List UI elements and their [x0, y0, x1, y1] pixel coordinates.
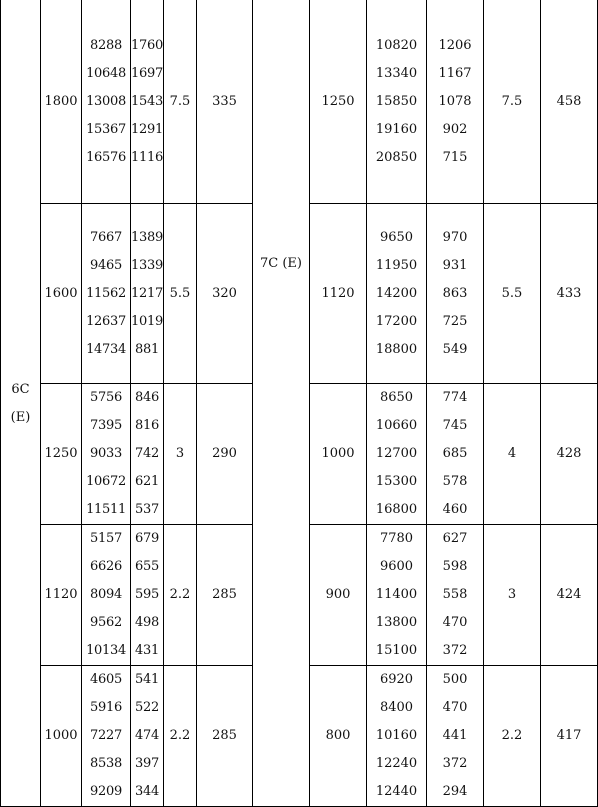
right-model-label: 7C (E): [260, 255, 302, 271]
flow-value: 15100: [375, 643, 418, 658]
head-value: 522: [135, 700, 159, 715]
head-value: 344: [135, 784, 159, 799]
flow-value: 12637: [86, 313, 126, 329]
head-value: 846: [135, 390, 159, 405]
right-power: 4: [507, 446, 517, 461]
grid-line: [130, 0, 131, 807]
head-value: 595: [135, 587, 159, 602]
left-speed: 1250: [44, 446, 78, 461]
grid-line: [40, 0, 41, 807]
left-power: 3: [175, 446, 185, 461]
right-flow-list: [367, 666, 426, 806]
right-weight: 458: [556, 94, 582, 109]
head-value: 549: [442, 341, 468, 357]
head-value: 774: [442, 390, 468, 405]
head-value: 1019: [131, 313, 163, 329]
flow-value: 8094: [90, 587, 122, 602]
head-value: 863: [442, 285, 468, 301]
grid-line: [309, 203, 598, 204]
left-power: 5.5: [169, 285, 191, 301]
head-value: 598: [442, 559, 468, 574]
flow-value: 14734: [86, 341, 126, 357]
flow-value: 9033: [90, 446, 122, 461]
flow-value: 10820: [375, 38, 418, 53]
left-flow-list: [82, 1, 130, 203]
right-head-list: [427, 1, 483, 203]
head-value: 558: [442, 587, 468, 602]
head-value: 441: [442, 728, 468, 743]
grid-line: [40, 203, 253, 204]
flow-value: 17200: [375, 313, 418, 329]
left-model-line-1: 6C: [11, 381, 30, 397]
head-value: 460: [442, 502, 468, 517]
flow-value: 15300: [375, 474, 418, 489]
grid-line: [81, 0, 82, 807]
head-value: 1206: [438, 38, 472, 53]
right-weight: 433: [556, 285, 582, 301]
left-power: 2.2: [169, 587, 191, 602]
head-value: 742: [135, 446, 159, 461]
flow-value: 9465: [90, 257, 122, 273]
head-value: 621: [135, 474, 159, 489]
flow-value: 9600: [379, 559, 414, 574]
left-model-line-2: (E): [10, 409, 31, 425]
left-weight: 285: [212, 728, 237, 743]
grid-line: [252, 0, 253, 807]
left-speed: 1800: [44, 94, 78, 109]
head-value: 397: [135, 756, 159, 771]
left-head-list: [131, 666, 163, 806]
left-speed: 1120: [44, 587, 78, 602]
right-head-list: [427, 525, 483, 665]
grid-line: [40, 524, 253, 525]
head-value: 474: [135, 728, 159, 743]
right-power: 5.5: [501, 285, 523, 301]
grid-line: [196, 0, 197, 807]
flow-value: 14200: [375, 285, 418, 301]
head-value: 715: [442, 150, 468, 165]
head-value: 294: [442, 784, 468, 799]
flow-value: 10672: [86, 474, 126, 489]
flow-value: 12700: [375, 446, 418, 461]
grid-line: [309, 0, 310, 807]
head-value: 816: [135, 418, 159, 433]
right-head-list: [427, 204, 483, 383]
right-weight: 428: [556, 446, 582, 461]
right-speed: 800: [325, 728, 351, 743]
grid-line: [309, 524, 598, 525]
right-flow-list: [367, 384, 426, 524]
head-value: 537: [135, 502, 159, 517]
right-flow-list: [367, 525, 426, 665]
left-weight: 285: [212, 587, 237, 602]
left-flow-list: [82, 666, 130, 806]
head-value: 1760: [131, 38, 163, 53]
head-value: 431: [135, 643, 159, 658]
flow-value: 11950: [375, 257, 418, 273]
left-speed: 1600: [44, 285, 78, 301]
right-flow-list: [367, 1, 426, 203]
head-value: 470: [442, 700, 468, 715]
head-value: 1217: [131, 285, 163, 301]
right-weight: 424: [556, 587, 582, 602]
flow-value: 15850: [375, 94, 418, 109]
left-head-list: [131, 204, 163, 383]
right-power: 2.2: [501, 728, 523, 743]
left-weight: 290: [212, 446, 237, 461]
flow-value: 20850: [375, 150, 418, 165]
flow-value: 12440: [375, 784, 418, 799]
head-value: 679: [135, 531, 159, 546]
head-value: 685: [442, 446, 468, 461]
head-value: 1291: [131, 122, 163, 137]
flow-value: 5916: [90, 700, 122, 715]
flow-value: 15367: [86, 122, 126, 137]
head-value: 1167: [438, 66, 472, 81]
flow-value: 11511: [86, 502, 126, 517]
flow-value: 7667: [90, 229, 122, 245]
flow-value: 7227: [90, 728, 122, 743]
flow-value: 8288: [90, 38, 122, 53]
head-value: 372: [442, 643, 468, 658]
flow-value: 10160: [375, 728, 418, 743]
flow-value: 13008: [86, 94, 126, 109]
right-head-list: [427, 666, 483, 806]
head-value: 1078: [438, 94, 472, 109]
grid-line: [483, 0, 484, 807]
flow-value: 19160: [375, 122, 418, 137]
left-weight: 335: [212, 94, 237, 109]
right-weight: 417: [556, 728, 582, 743]
flow-value: 8650: [379, 390, 414, 405]
flow-value: 11400: [375, 587, 418, 602]
head-value: 655: [135, 559, 159, 574]
right-power: 7.5: [501, 94, 523, 109]
flow-value: 7780: [379, 531, 414, 546]
grid-line: [163, 0, 164, 807]
grid-line: [540, 0, 541, 807]
right-speed: 1000: [321, 446, 355, 461]
grid-line: [426, 0, 427, 807]
head-value: 970: [442, 229, 468, 245]
head-value: 902: [442, 122, 468, 137]
grid-line: [309, 383, 598, 384]
flow-value: 6920: [379, 672, 414, 687]
right-head-list: [427, 384, 483, 524]
flow-value: 4605: [90, 672, 122, 687]
right-speed: 900: [325, 587, 351, 602]
left-head-list: [131, 1, 163, 203]
left-power: 7.5: [169, 94, 191, 109]
flow-value: 7395: [90, 418, 122, 433]
head-value: 1116: [131, 150, 163, 165]
left-model-label: [1, 1, 40, 806]
flow-value: 12240: [375, 756, 418, 771]
head-value: 470: [442, 615, 468, 630]
head-value: 1543: [131, 94, 163, 109]
flow-value: 8400: [379, 700, 414, 715]
head-value: 627: [442, 531, 468, 546]
flow-value: 10648: [86, 66, 126, 81]
left-flow-list: [82, 525, 130, 665]
right-flow-list: [367, 204, 426, 383]
grid-line: [309, 665, 598, 666]
head-value: 881: [135, 341, 159, 357]
head-value: 500: [442, 672, 468, 687]
flow-value: 10660: [375, 418, 418, 433]
left-head-list: [131, 384, 163, 524]
head-value: 578: [442, 474, 468, 489]
grid-line: [40, 383, 253, 384]
left-speed: 1000: [44, 728, 78, 743]
right-speed: 1120: [321, 285, 355, 301]
flow-value: 16576: [86, 150, 126, 165]
head-value: 1339: [131, 257, 163, 273]
flow-value: 16800: [375, 502, 418, 517]
head-value: 1389: [131, 229, 163, 245]
left-head-list: [131, 525, 163, 665]
left-weight: 320: [212, 285, 237, 301]
left-flow-list: [82, 204, 130, 383]
right-speed: 1250: [321, 94, 355, 109]
flow-value: 5157: [90, 531, 122, 546]
flow-value: 6626: [90, 559, 122, 574]
flow-value: 9209: [90, 784, 122, 799]
head-value: 1697: [131, 66, 163, 81]
flow-value: 11562: [86, 285, 126, 301]
head-value: 725: [442, 313, 468, 329]
grid-line: [40, 665, 253, 666]
flow-value: 8538: [90, 756, 122, 771]
left-power: 2.2: [169, 728, 191, 743]
flow-value: 13340: [375, 66, 418, 81]
flow-value: 9562: [90, 615, 122, 630]
grid-line: [366, 0, 367, 807]
head-value: 745: [442, 418, 468, 433]
grid-line: [0, 0, 1, 807]
flow-value: 5756: [90, 390, 122, 405]
right-power: 3: [507, 587, 517, 602]
flow-value: 18800: [375, 341, 418, 357]
flow-value: 9650: [379, 229, 414, 245]
head-value: 541: [135, 672, 159, 687]
flow-value: 13800: [375, 615, 418, 630]
flow-value: 10134: [86, 643, 126, 658]
head-value: 931: [442, 257, 468, 273]
head-value: 498: [135, 615, 159, 630]
head-value: 372: [442, 756, 468, 771]
left-flow-list: [82, 384, 130, 524]
